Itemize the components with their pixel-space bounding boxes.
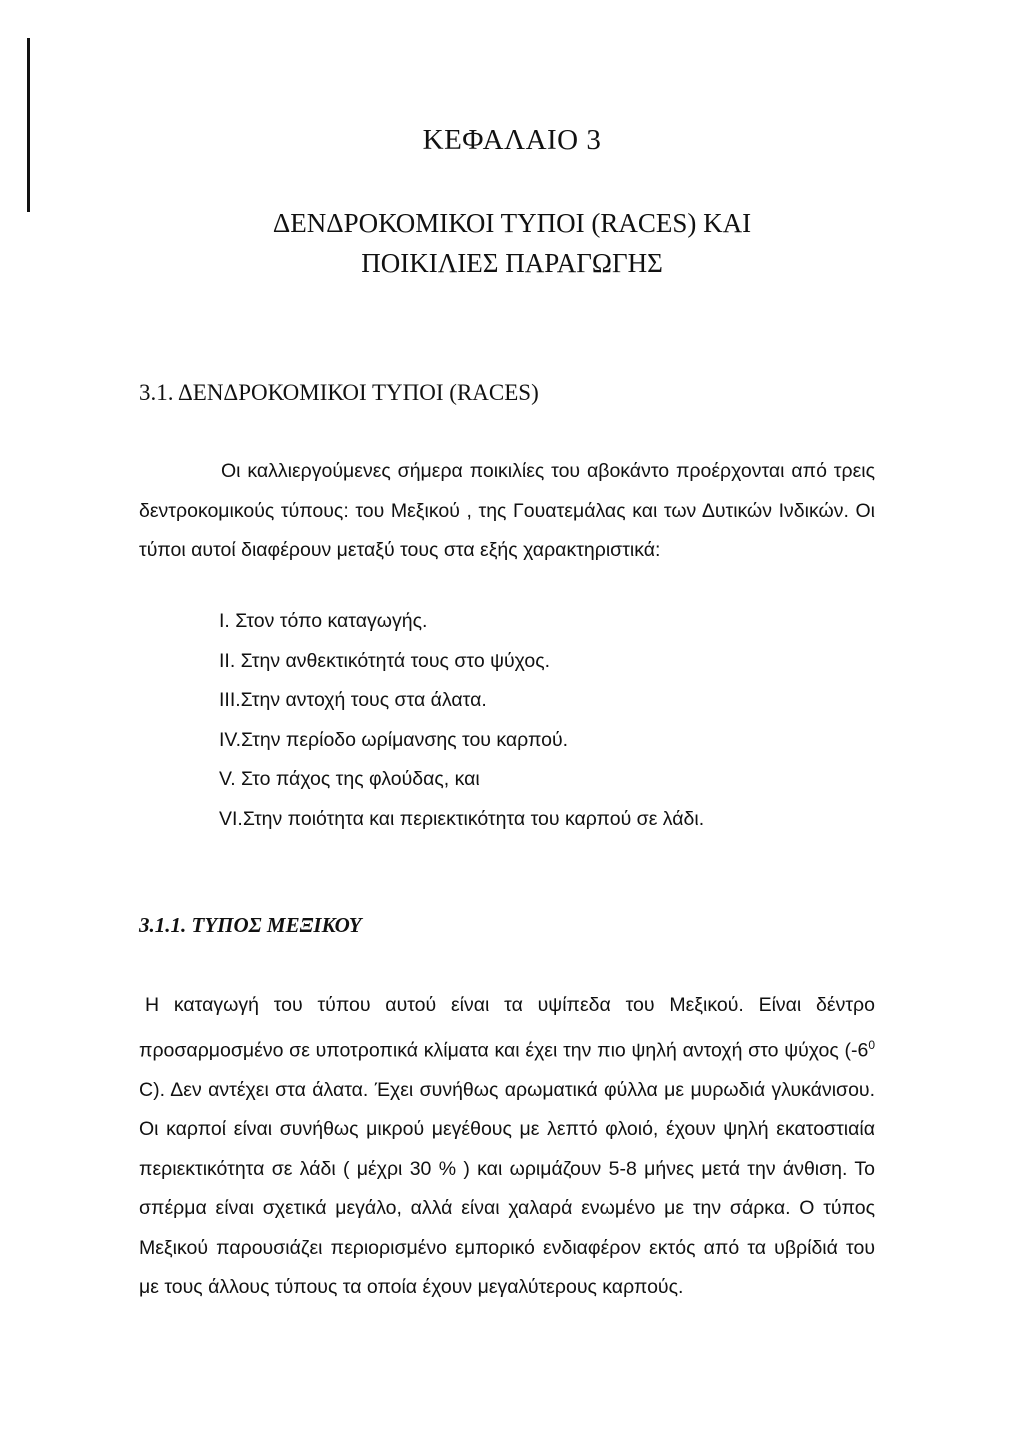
paragraph-text-part2: C). Δεν αντέχει στα άλατα. Έχει συνήθως αρωματικά φύλλα με μυρωδιά γλυκάνισου. Οι καρποί είναι συνήθως μικρού μεγέθους με λεπτό φλοιό, έχουν ψηλή εκατοστιαία περιεκτικότητα σε λάδι ( μέχρι 30 % ) και ωριμάζουν 5-8 μήνες μετά την άνθιση. Το σπέρμα είναι σχετικά μεγάλο, αλλά είναι χαλαρά ενωμένο με την σάρκα. Ο τύπος Μεξικού παρουσιάζει περιορισμένο εμπορικό ενδιαφέρον εκτός από τα υβρίδιά του με τους άλλους τύπους τα οποία έχουν μεγαλύτερους καρπούς.: [139, 1078, 875, 1298]
section-heading: 3.1. ΔΕΝΔΡΟΚΟΜΙΚΟΙ ΤΥΠΟΙ (RACES): [139, 380, 539, 405]
chapter-heading-line2: ΠΟΙΚΙΛΙΕΣ ΠΑΡΑΓΩΓΗΣ: [361, 248, 663, 278]
chapter-title: ΚΕΦΑΛΑΙΟ 3: [422, 124, 602, 156]
section-paragraph: Οι καλλιεργούμενες σήμερα ποικιλίες του αβοκάντο προέρχονται από τρεις δεντροκομικούς τύπους: του Μεξικού , της Γουατεμάλας και των Δυτικών Ινδικών. Οι τύποι αυτοί διαφέρουν μεταξύ τους στα εξής χαρακτηριστικά:: [139, 460, 875, 561]
chapter-heading-line1: ΔΕΝΔΡΟΚΟΜΙΚΟΙ ΤΥΠΟΙ (RACES) ΚΑΙ: [272, 208, 752, 238]
chapter-heading: [0, 203, 1024, 283]
list-item: I. Στον τόπο καταγωγής.: [219, 610, 428, 632]
list-item: II. Στην ανθεκτικότητά τους στο ψύχος.: [219, 649, 551, 672]
subsection-heading: 3.1.1. ΤΥΠΟΣ ΜΕΞΙΚΟΥ: [139, 913, 362, 937]
list-item: V. Στο πάχος της φλούδας, και: [219, 768, 480, 790]
characteristics-list: [219, 602, 704, 839]
subsection-paragraph: [139, 986, 875, 1308]
list-item: VI.Στην ποιότητα και περιεκτικότητα του καρπού σε λάδι.: [219, 807, 705, 830]
degree-superscript: 0: [868, 1037, 875, 1052]
list-item: IV.Στην περίοδο ωρίμανσης του καρπού.: [219, 728, 569, 751]
paragraph-text-part1: Η καταγωγή του τύπου αυτού είναι τα υψίπεδα του Μεξικού. Είναι δέντρο προσαρμοσμένο σε υποτροπικά κλίματα και έχει την πιο ψηλή αντοχή στο ψύχος (-6: [139, 994, 875, 1061]
list-item: III.Στην αντοχή τους στα άλατα.: [219, 689, 487, 711]
